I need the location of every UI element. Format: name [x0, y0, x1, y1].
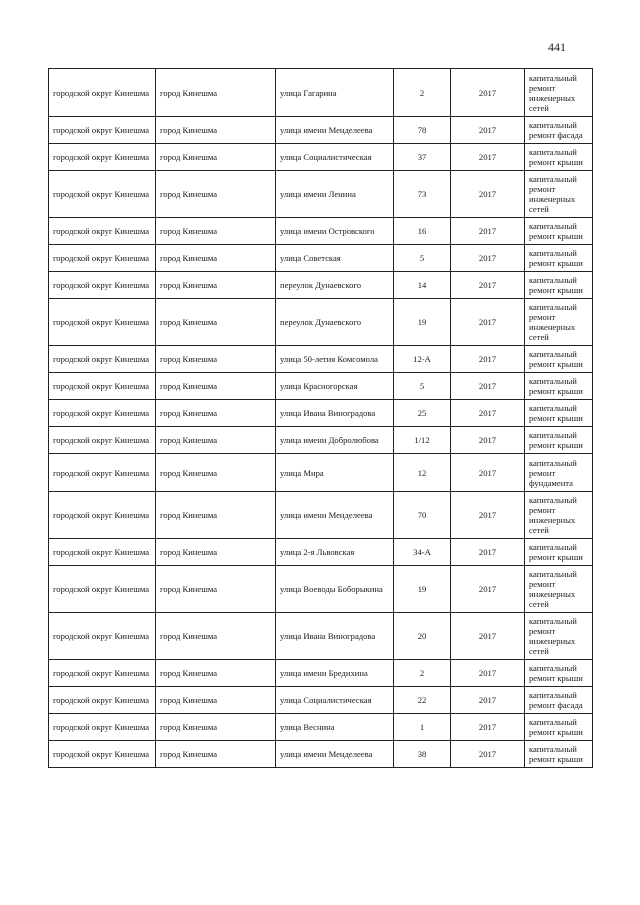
- work-type-cell: капитальный ремонт крыши: [525, 660, 593, 687]
- house-cell: 2: [394, 660, 451, 687]
- table-row: [49, 346, 593, 373]
- district-cell: городской округ Кинешма: [49, 144, 156, 171]
- street-cell: улица имени Менделеева: [276, 741, 394, 768]
- year-cell: 2017: [451, 373, 525, 400]
- year-cell: 2017: [451, 299, 525, 346]
- table-row: [49, 613, 593, 660]
- house-cell: 37: [394, 144, 451, 171]
- work-type-cell: капитальный ремонт крыши: [525, 373, 593, 400]
- district-cell: городской округ Кинешма: [49, 539, 156, 566]
- work-type-cell: капитальный ремонт крыши: [525, 400, 593, 427]
- work-type-cell: капитальный ремонт крыши: [525, 427, 593, 454]
- district-cell: городской округ Кинешма: [49, 492, 156, 539]
- city-cell: город Кинешма: [156, 492, 276, 539]
- city-cell: город Кинешма: [156, 346, 276, 373]
- work-type-cell: капитальный ремонт крыши: [525, 346, 593, 373]
- work-type-cell: капитальный ремонт инженерных сетей: [525, 613, 593, 660]
- district-cell: городской округ Кинешма: [49, 218, 156, 245]
- district-cell: городской округ Кинешма: [49, 714, 156, 741]
- street-cell: переулок Дунаевского: [276, 272, 394, 299]
- table-row: [49, 687, 593, 714]
- street-cell: улица имени Ленина: [276, 171, 394, 218]
- house-cell: 73: [394, 171, 451, 218]
- address-table: [48, 68, 593, 768]
- street-cell: улица Мира: [276, 454, 394, 492]
- table-row: [49, 400, 593, 427]
- city-cell: город Кинешма: [156, 660, 276, 687]
- year-cell: 2017: [451, 346, 525, 373]
- work-type-cell: капитальный ремонт инженерных сетей: [525, 171, 593, 218]
- city-cell: город Кинешма: [156, 566, 276, 613]
- house-cell: 70: [394, 492, 451, 539]
- district-cell: городской округ Кинешма: [49, 741, 156, 768]
- street-cell: улица Социалистическая: [276, 687, 394, 714]
- district-cell: городской округ Кинешма: [49, 454, 156, 492]
- house-cell: 78: [394, 117, 451, 144]
- district-cell: городской округ Кинешма: [49, 687, 156, 714]
- city-cell: город Кинешма: [156, 117, 276, 144]
- table-row: [49, 660, 593, 687]
- city-cell: город Кинешма: [156, 272, 276, 299]
- table-row: [49, 373, 593, 400]
- table-row: [49, 539, 593, 566]
- year-cell: 2017: [451, 454, 525, 492]
- city-cell: город Кинешма: [156, 454, 276, 492]
- house-cell: 16: [394, 218, 451, 245]
- city-cell: город Кинешма: [156, 373, 276, 400]
- house-cell: 20: [394, 613, 451, 660]
- year-cell: 2017: [451, 539, 525, 566]
- table-row: [49, 144, 593, 171]
- district-cell: городской округ Кинешма: [49, 171, 156, 218]
- street-cell: улица 2-я Львовская: [276, 539, 394, 566]
- street-cell: улица имени Островского: [276, 218, 394, 245]
- work-type-cell: капитальный ремонт инженерных сетей: [525, 492, 593, 539]
- street-cell: переулок Дунаевского: [276, 299, 394, 346]
- house-cell: 14: [394, 272, 451, 299]
- year-cell: 2017: [451, 714, 525, 741]
- street-cell: улица Гагарина: [276, 69, 394, 117]
- city-cell: город Кинешма: [156, 171, 276, 218]
- district-cell: городской округ Кинешма: [49, 427, 156, 454]
- district-cell: городской округ Кинешма: [49, 346, 156, 373]
- street-cell: улица Ивана Виноградова: [276, 400, 394, 427]
- work-type-cell: капитальный ремонт крыши: [525, 245, 593, 272]
- house-cell: 1: [394, 714, 451, 741]
- house-cell: 38: [394, 741, 451, 768]
- district-cell: городской округ Кинешма: [49, 299, 156, 346]
- street-cell: улица имени Менделеева: [276, 117, 394, 144]
- year-cell: 2017: [451, 687, 525, 714]
- year-cell: 2017: [451, 660, 525, 687]
- city-cell: город Кинешма: [156, 144, 276, 171]
- work-type-cell: капитальный ремонт крыши: [525, 272, 593, 299]
- table-row: [49, 741, 593, 768]
- city-cell: город Кинешма: [156, 69, 276, 117]
- table-row: [49, 272, 593, 299]
- house-cell: 22: [394, 687, 451, 714]
- table-row: [49, 299, 593, 346]
- year-cell: 2017: [451, 117, 525, 144]
- city-cell: город Кинешма: [156, 687, 276, 714]
- district-cell: городской округ Кинешма: [49, 566, 156, 613]
- house-cell: 12: [394, 454, 451, 492]
- work-type-cell: капитальный ремонт фасада: [525, 117, 593, 144]
- district-cell: городской округ Кинешма: [49, 373, 156, 400]
- house-cell: 19: [394, 566, 451, 613]
- work-type-cell: капитальный ремонт инженерных сетей: [525, 299, 593, 346]
- street-cell: улица имени Бредихина: [276, 660, 394, 687]
- work-type-cell: капитальный ремонт крыши: [525, 741, 593, 768]
- city-cell: город Кинешма: [156, 539, 276, 566]
- work-type-cell: капитальный ремонт крыши: [525, 714, 593, 741]
- year-cell: 2017: [451, 613, 525, 660]
- house-cell: 1/12: [394, 427, 451, 454]
- city-cell: город Кинешма: [156, 427, 276, 454]
- street-cell: улица Красногорская: [276, 373, 394, 400]
- city-cell: город Кинешма: [156, 245, 276, 272]
- district-cell: городской округ Кинешма: [49, 400, 156, 427]
- street-cell: улица Воеводы Боборыкина: [276, 566, 394, 613]
- year-cell: 2017: [451, 144, 525, 171]
- table-row: [49, 245, 593, 272]
- street-cell: улица Веснина: [276, 714, 394, 741]
- year-cell: 2017: [451, 245, 525, 272]
- table-row: [49, 117, 593, 144]
- house-cell: 34-А: [394, 539, 451, 566]
- page-number: 441: [548, 40, 566, 54]
- house-cell: 5: [394, 245, 451, 272]
- city-cell: город Кинешма: [156, 400, 276, 427]
- house-cell: 19: [394, 299, 451, 346]
- year-cell: 2017: [451, 400, 525, 427]
- work-type-cell: капитальный ремонт крыши: [525, 539, 593, 566]
- house-cell: 2: [394, 69, 451, 117]
- city-cell: город Кинешма: [156, 741, 276, 768]
- house-cell: 12-А: [394, 346, 451, 373]
- city-cell: город Кинешма: [156, 714, 276, 741]
- table-row: [49, 454, 593, 492]
- table-row: [49, 714, 593, 741]
- house-cell: 25: [394, 400, 451, 427]
- work-type-cell: капитальный ремонт крыши: [525, 144, 593, 171]
- year-cell: 2017: [451, 566, 525, 613]
- district-cell: городской округ Кинешма: [49, 613, 156, 660]
- city-cell: город Кинешма: [156, 299, 276, 346]
- district-cell: городской округ Кинешма: [49, 245, 156, 272]
- street-cell: улица имени Добролюбова: [276, 427, 394, 454]
- year-cell: 2017: [451, 492, 525, 539]
- street-cell: улица Ивана Виноградова: [276, 613, 394, 660]
- year-cell: 2017: [451, 272, 525, 299]
- district-cell: городской округ Кинешма: [49, 272, 156, 299]
- year-cell: 2017: [451, 69, 525, 117]
- table-row: [49, 218, 593, 245]
- table-row: [49, 69, 593, 117]
- city-cell: город Кинешма: [156, 218, 276, 245]
- work-type-cell: капитальный ремонт инженерных сетей: [525, 69, 593, 117]
- year-cell: 2017: [451, 218, 525, 245]
- table-row: [49, 427, 593, 454]
- year-cell: 2017: [451, 741, 525, 768]
- house-cell: 5: [394, 373, 451, 400]
- street-cell: улица имени Менделеева: [276, 492, 394, 539]
- work-type-cell: капитальный ремонт крыши: [525, 218, 593, 245]
- table-row: [49, 492, 593, 539]
- street-cell: улица 50-летия Комсомола: [276, 346, 394, 373]
- city-cell: город Кинешма: [156, 613, 276, 660]
- year-cell: 2017: [451, 427, 525, 454]
- district-cell: городской округ Кинешма: [49, 660, 156, 687]
- table-row: [49, 171, 593, 218]
- table-row: [49, 566, 593, 613]
- work-type-cell: капитальный ремонт инженерных сетей: [525, 566, 593, 613]
- work-type-cell: капитальный ремонт фасада: [525, 687, 593, 714]
- work-type-cell: капитальный ремонт фундамента: [525, 454, 593, 492]
- district-cell: городской округ Кинешма: [49, 69, 156, 117]
- street-cell: улица Социалистическая: [276, 144, 394, 171]
- street-cell: улица Советская: [276, 245, 394, 272]
- district-cell: городской округ Кинешма: [49, 117, 156, 144]
- year-cell: 2017: [451, 171, 525, 218]
